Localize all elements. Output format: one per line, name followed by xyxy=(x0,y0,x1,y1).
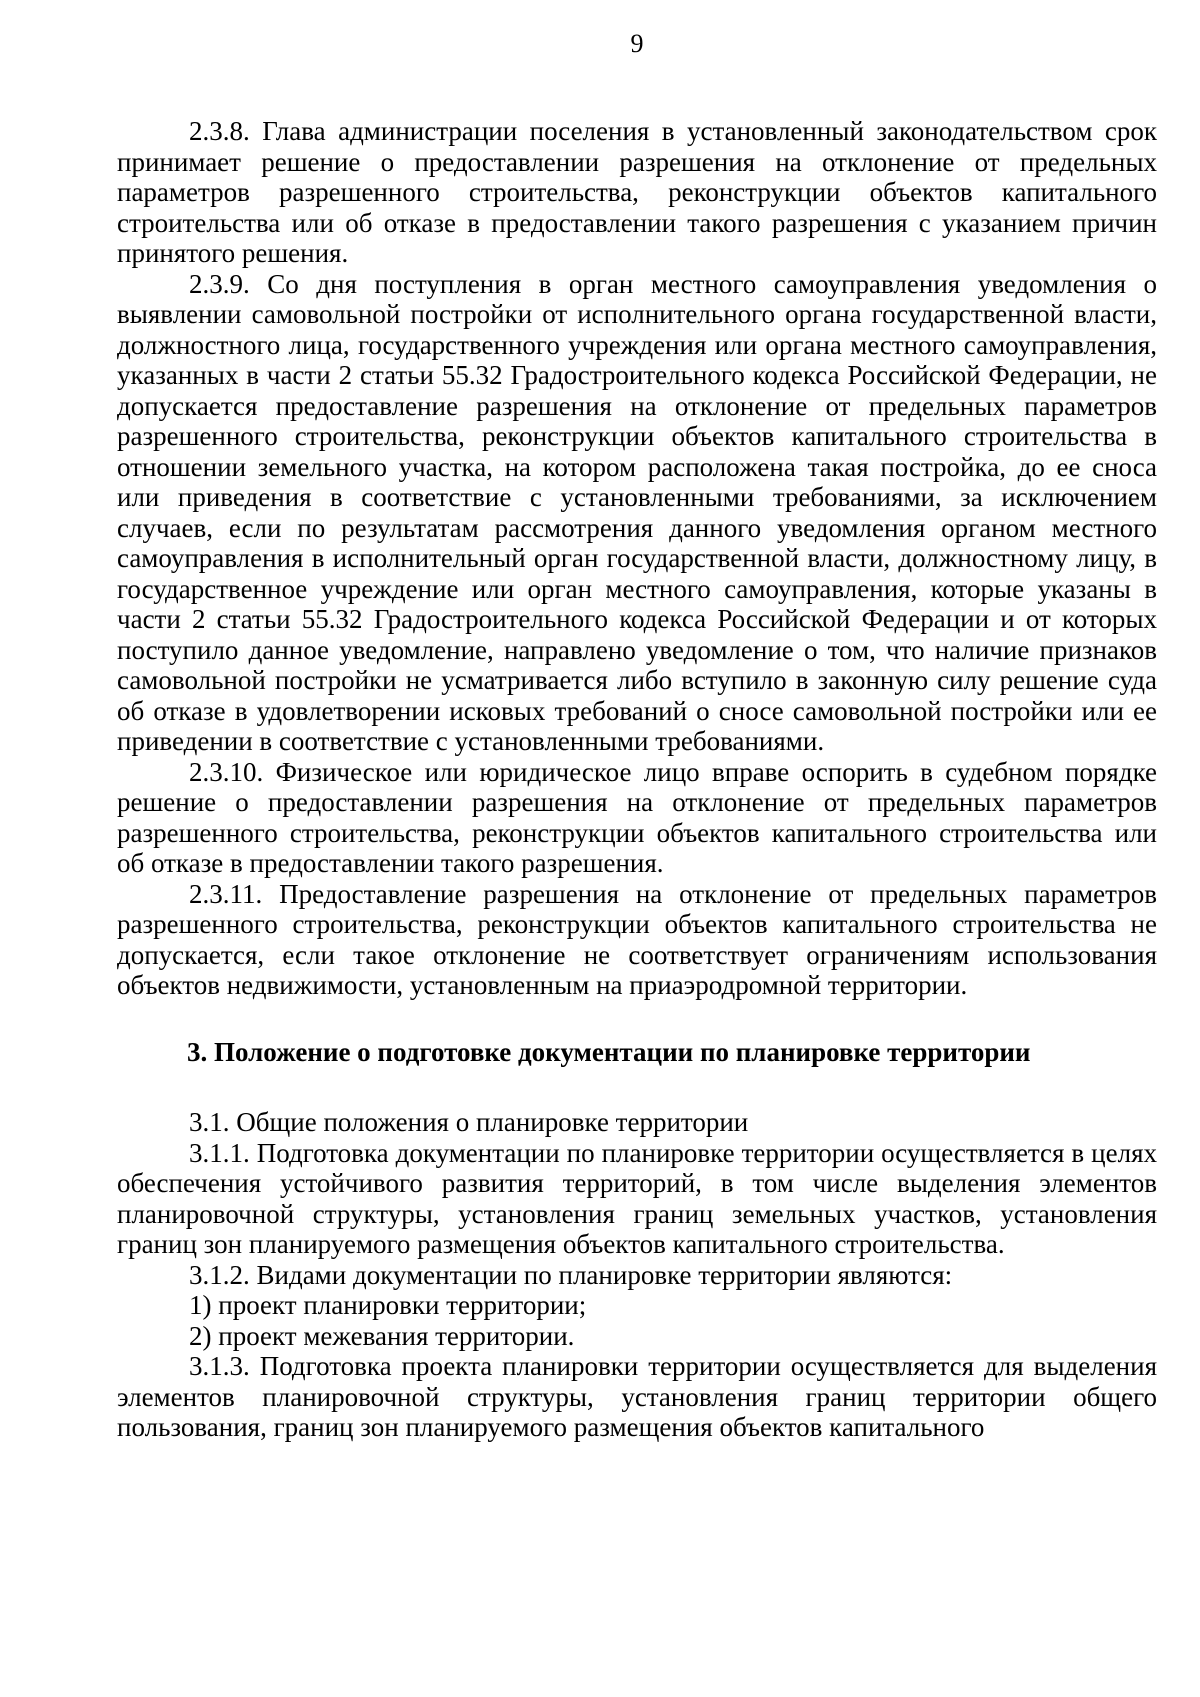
paragraph-2-3-9: 2.3.9. Со дня поступления в орган местного самоуправления уведомления о выявлении самовольной постройки от исполнительного органа государственной власти, должностного лица, государственного учреждения или органа местного самоуправления, указанных в части 2 статьи 55.32 Градостроительного кодекса Российской Федерации, не допускается предоставление разрешения на отклонение от предельных параметров разрешенного строительства, реконструкции объектов капитального строительства в отношении земельного участка, на котором расположена такая постройка, до ее сноса или приведения в соответствие с установленными требованиями, за исключением случаев, если по результатам рассмотрения данного уведомления органом местного самоуправления в исполнительный орган государственной власти, должностному лицу, в государственное учреждение или орган местного самоуправления, которые указаны в части 2 статьи 55.32 Градостроительного кодекса Российской Федерации и от которых поступило данное уведомление, направлено уведомление о том, что наличие признаков самовольной постройки не усматривается либо вступило в законную силу решение суда об отказе в удовлетворении исковых требований о сносе самовольной постройки или ее приведении в соответствие с установленными требованиями. xyxy=(117,268,1157,756)
paragraph-3-1-2: 3.1.2. Видами документации по планировке территории являются: xyxy=(189,1259,953,1290)
paragraph-2-3-11: 2.3.11. Предоставление разрешения на отклонение от предельных параметров разрешенного строительства, реконструкции объектов капитального строительства не допускается, если такое отклонение не соответствует ограничениям использования объектов недвижимости, установленным на приаэродромной территории. xyxy=(117,878,1157,1000)
paragraph-3-1: 3.1. Общие положения о планировке территории xyxy=(189,1107,749,1137)
section-heading: 3. Положение о подготовке документации по планировке территории xyxy=(187,1036,1031,1067)
document-page xyxy=(117,28,1157,1443)
page-number: 9 xyxy=(630,29,644,58)
paragraph-2-3-8: 2.3.8. Глава администрации поселения в установленный законодательством срок принимает решение о предоставлении разрешения на отклонение от предельных параметров разрешенного строительства, реконструкции объектов капитального строительства или об отказе в предоставлении такого разрешения с указанием причин принятого решения. xyxy=(117,116,1157,268)
paragraph-3-1-3: 3.1.3. Подготовка проекта планировки территории осуществляется для выделения элементов планировочной структуры, установления границ территории общего пользования, границ зон планируемого размещения объектов капитального xyxy=(117,1351,1157,1442)
paragraph-2-3-10: 2.3.10. Физическое или юридическое лицо вправе оспорить в судебном порядке решение о предоставлении разрешения на отклонение от предельных параметров разрешенного строительства, реконструкции объектов капитального строительства или об отказе в предоставлении такого разрешения. xyxy=(117,756,1157,878)
list-item-2: 2) проект межевания территории. xyxy=(189,1320,575,1351)
list-item-1: 1) проект планировки территории; xyxy=(189,1290,587,1320)
paragraph-3-1-1: 3.1.1. Подготовка документации по планировке территории осуществляется в целях обеспечения устойчивого развития территорий, в том числе выделения элементов планировочной структуры, установления границ земельных участков, установления границ зон планируемого размещения объектов капитального строительства. xyxy=(117,1137,1157,1259)
